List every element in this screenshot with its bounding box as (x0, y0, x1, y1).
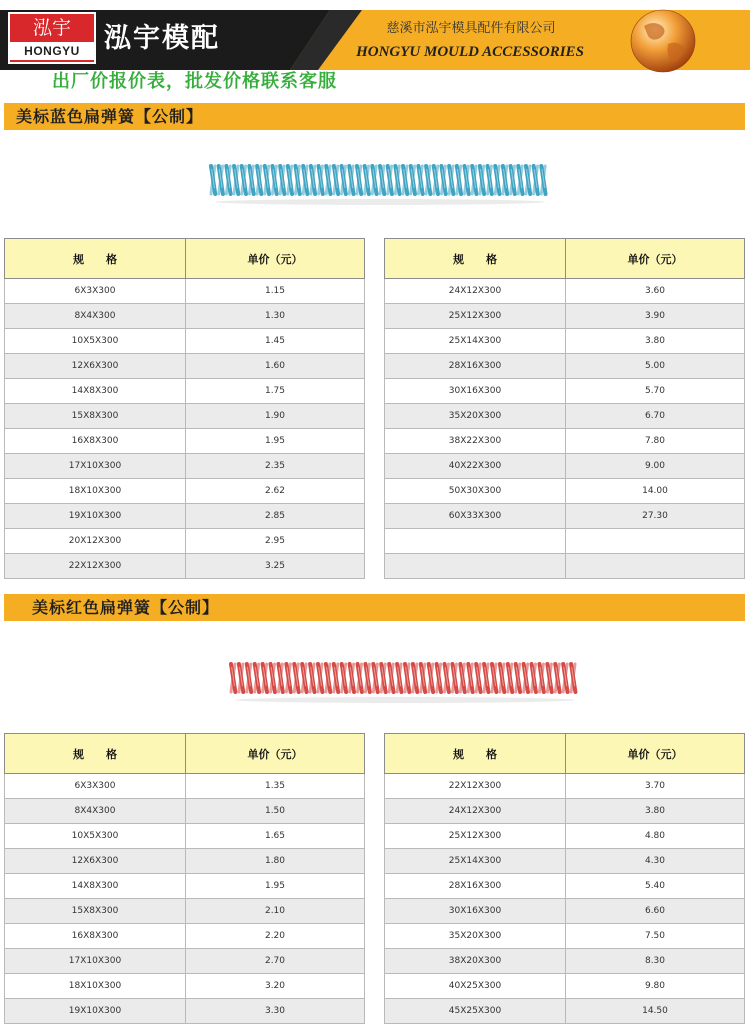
price-column-header: 单价（元） (566, 239, 745, 279)
table-row (385, 279, 745, 304)
company-name-english: HONGYU MOULD ACCESSORIES (356, 44, 584, 60)
price-cell: 2.20 (186, 924, 365, 949)
table-row (385, 999, 745, 1024)
section-bar-red (4, 594, 745, 621)
table-header-row (5, 734, 365, 774)
price-cell: 27.30 (566, 504, 745, 529)
spec-cell: 8X4X300 (5, 799, 186, 824)
price-cell (566, 529, 745, 554)
price-cell: 3.25 (186, 554, 365, 579)
table-row (5, 304, 365, 329)
table-row (5, 404, 365, 429)
table-row (385, 974, 745, 999)
spec-cell: 50X30X300 (385, 479, 566, 504)
price-cell: 1.65 (186, 824, 365, 849)
table-row (385, 774, 745, 799)
table-row (5, 824, 365, 849)
spec-cell (385, 554, 566, 579)
price-cell: 14.50 (566, 999, 745, 1024)
spec-cell: 12X6X300 (5, 354, 186, 379)
spec-column-header: 规 格 (5, 239, 186, 279)
table-row (5, 899, 365, 924)
table-row (5, 874, 365, 899)
table-row (385, 454, 745, 479)
price-cell: 14.00 (566, 479, 745, 504)
spec-column-header: 规 格 (5, 734, 186, 774)
spec-cell: 18X10X300 (5, 479, 186, 504)
spec-cell: 14X8X300 (5, 379, 186, 404)
price-cell: 7.50 (566, 924, 745, 949)
spec-cell (385, 529, 566, 554)
table-row (5, 329, 365, 354)
price-cell: 6.70 (566, 404, 745, 429)
table-row (5, 949, 365, 974)
price-cell: 1.80 (186, 849, 365, 874)
price-cell: 1.95 (186, 429, 365, 454)
table-row (5, 354, 365, 379)
table-row (385, 354, 745, 379)
section-title-red: 美标红色扁弹簧【公制】 (32, 598, 220, 617)
spec-cell: 19X10X300 (5, 504, 186, 529)
table-row (5, 504, 365, 529)
table-row (5, 454, 365, 479)
spec-cell: 14X8X300 (5, 874, 186, 899)
table-row (5, 799, 365, 824)
price-cell: 3.30 (186, 999, 365, 1024)
globe-icon (624, 6, 702, 74)
price-cell: 2.85 (186, 504, 365, 529)
table-row (5, 774, 365, 799)
price-cell: 5.40 (566, 874, 745, 899)
table-row (5, 974, 365, 999)
price-cell: 1.95 (186, 874, 365, 899)
spec-cell: 38X22X300 (385, 429, 566, 454)
price-column-header: 单价（元） (186, 239, 365, 279)
blue-spring-image (205, 158, 555, 206)
price-cell: 1.50 (186, 799, 365, 824)
table-row (385, 899, 745, 924)
spec-column-header: 规 格 (385, 734, 566, 774)
spec-cell: 24X12X300 (385, 799, 566, 824)
price-cell: 3.80 (566, 329, 745, 354)
spec-cell: 30X16X300 (385, 899, 566, 924)
spec-cell: 22X12X300 (5, 554, 186, 579)
company-name-chinese: 慈溪市泓宇模具配件有限公司 (386, 21, 556, 36)
table-row (5, 429, 365, 454)
price-cell: 4.30 (566, 849, 745, 874)
spec-cell: 20X12X300 (5, 529, 186, 554)
table-row (385, 849, 745, 874)
spec-cell: 35X20X300 (385, 924, 566, 949)
spec-cell: 28X16X300 (385, 874, 566, 899)
spec-cell: 10X5X300 (5, 824, 186, 849)
spec-cell: 22X12X300 (385, 774, 566, 799)
price-cell: 3.20 (186, 974, 365, 999)
price-cell: 3.70 (566, 774, 745, 799)
price-cell: 1.35 (186, 774, 365, 799)
price-cell: 4.80 (566, 824, 745, 849)
table-row (385, 824, 745, 849)
table-row (385, 554, 745, 579)
price-cell: 3.80 (566, 799, 745, 824)
table-row (5, 379, 365, 404)
price-cell: 1.75 (186, 379, 365, 404)
price-column-header: 单价（元） (566, 734, 745, 774)
price-cell: 9.00 (566, 454, 745, 479)
price-cell: 1.60 (186, 354, 365, 379)
table-row (385, 529, 745, 554)
price-cell: 3.90 (566, 304, 745, 329)
spec-cell: 24X12X300 (385, 279, 566, 304)
price-cell: 1.90 (186, 404, 365, 429)
price-cell: 8.30 (566, 949, 745, 974)
table-row (385, 874, 745, 899)
price-cell: 5.00 (566, 354, 745, 379)
brand-name: 泓宇模配 (104, 23, 220, 54)
price-cell: 5.70 (566, 379, 745, 404)
spec-cell: 15X8X300 (5, 404, 186, 429)
blue-spring-price-table-right (384, 238, 745, 579)
table-row (385, 329, 745, 354)
spec-cell: 38X20X300 (385, 949, 566, 974)
price-cell: 2.35 (186, 454, 365, 479)
spec-cell: 12X6X300 (5, 849, 186, 874)
spec-cell: 25X14X300 (385, 329, 566, 354)
price-cell: 1.15 (186, 279, 365, 304)
table-row (385, 504, 745, 529)
table-row (385, 304, 745, 329)
spring-shadow (235, 697, 575, 703)
red-spring-price-table-right (384, 733, 745, 1024)
spec-cell: 6X3X300 (5, 774, 186, 799)
price-cell: 2.70 (186, 949, 365, 974)
spec-cell: 19X10X300 (5, 999, 186, 1024)
price-cell: 1.30 (186, 304, 365, 329)
spec-cell: 8X4X300 (5, 304, 186, 329)
spec-column-header: 规 格 (385, 239, 566, 279)
table-header-row (385, 239, 745, 279)
table-row (385, 379, 745, 404)
table-row (385, 429, 745, 454)
price-cell: 2.10 (186, 899, 365, 924)
spec-cell: 16X8X300 (5, 429, 186, 454)
table-row (5, 529, 365, 554)
price-cell: 2.62 (186, 479, 365, 504)
section-title-blue: 美标蓝色扁弹簧【公制】 (16, 107, 204, 126)
price-cell (566, 554, 745, 579)
hongyu-logo (8, 12, 96, 64)
spec-cell: 10X5X300 (5, 329, 186, 354)
table-row (385, 949, 745, 974)
spec-cell: 45X25X300 (385, 999, 566, 1024)
spec-cell: 17X10X300 (5, 454, 186, 479)
table-row (5, 924, 365, 949)
price-cell: 2.95 (186, 529, 365, 554)
table-row (385, 924, 745, 949)
price-cell: 6.60 (566, 899, 745, 924)
spec-cell: 25X12X300 (385, 304, 566, 329)
price-cell: 1.45 (186, 329, 365, 354)
spec-cell: 40X22X300 (385, 454, 566, 479)
logo-english-text: HONGYU (10, 42, 94, 60)
spec-cell: 60X33X300 (385, 504, 566, 529)
spec-cell: 35X20X300 (385, 404, 566, 429)
table-row (5, 849, 365, 874)
blue-spring-price-table-left (4, 238, 365, 579)
price-column-header: 单价（元） (186, 734, 365, 774)
spec-cell: 25X12X300 (385, 824, 566, 849)
spec-cell: 18X10X300 (5, 974, 186, 999)
price-cell: 7.80 (566, 429, 745, 454)
spec-cell: 17X10X300 (5, 949, 186, 974)
spec-cell: 28X16X300 (385, 354, 566, 379)
table-row (385, 799, 745, 824)
price-cell: 3.60 (566, 279, 745, 304)
table-row (385, 479, 745, 504)
red-spring-image (225, 656, 585, 704)
table-row (5, 479, 365, 504)
table-row (385, 404, 745, 429)
red-spring-price-table-left (4, 733, 365, 1024)
table-header-row (5, 239, 365, 279)
spec-cell: 15X8X300 (5, 899, 186, 924)
spec-cell: 30X16X300 (385, 379, 566, 404)
spec-cell: 40X25X300 (385, 974, 566, 999)
tagline: 出厂价报价表，批发价格联系客服 (52, 71, 337, 92)
table-row (5, 999, 365, 1024)
logo-chinese-text: 泓宇 (32, 17, 71, 39)
table-header-row (385, 734, 745, 774)
spec-cell: 6X3X300 (5, 279, 186, 304)
page-header (0, 0, 750, 70)
section-bar-blue (4, 103, 745, 130)
table-row (5, 279, 365, 304)
spec-cell: 16X8X300 (5, 924, 186, 949)
spring-shadow (215, 199, 545, 205)
table-row (5, 554, 365, 579)
price-cell: 9.80 (566, 974, 745, 999)
spec-cell: 25X14X300 (385, 849, 566, 874)
